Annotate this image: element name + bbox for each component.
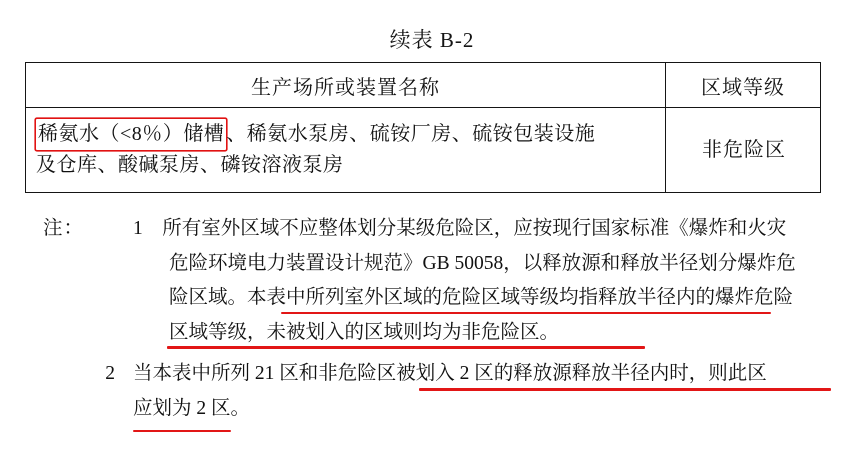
note-1-line-3 bbox=[133, 281, 835, 316]
note-1-text-2: 危险环境电力装置设计规范》GB 50058，以释放源和释放半径划分爆炸危 bbox=[169, 252, 796, 274]
note-2-text-2: 应划为 2 区。 bbox=[133, 397, 251, 419]
note-1-text-1: 所有室外区域不应整体划分某级危险区，应按现行国家标准《爆炸和火灾 bbox=[162, 218, 787, 239]
table-header-row bbox=[26, 63, 821, 108]
notes-label: 注： bbox=[43, 218, 85, 239]
note-2-body bbox=[133, 357, 835, 426]
red-underline-3 bbox=[419, 388, 831, 390]
notes-section bbox=[25, 212, 835, 426]
note-2-line-2 bbox=[133, 392, 835, 427]
note-2-number: 2 bbox=[105, 362, 115, 384]
zone-classification-table bbox=[25, 62, 821, 193]
red-underline-4 bbox=[133, 430, 231, 432]
note-1-line-2 bbox=[133, 247, 835, 282]
table-row bbox=[26, 108, 821, 193]
facility-name-line-1-rest: 、稀氨水泵房、硫铵厂房、硫铵包装设施 bbox=[226, 123, 596, 145]
red-underline-1 bbox=[281, 312, 771, 314]
table-header-zone: 区域等级 bbox=[666, 63, 821, 108]
note-1-number: 1 bbox=[133, 218, 143, 239]
note-1-body bbox=[133, 212, 835, 351]
table-cell-zone-level: 非危险区 bbox=[666, 108, 821, 193]
highlighted-term: 稀氨水（<8％）储槽 bbox=[36, 119, 226, 150]
note-1-line-1 bbox=[133, 212, 835, 247]
facility-name-line-1 bbox=[36, 119, 657, 150]
note-item-2 bbox=[25, 357, 835, 426]
table-cell-facility-name bbox=[26, 108, 666, 193]
note-1-text-4: 区域等级，未被划入的区域则均为非危险区。 bbox=[169, 322, 560, 344]
note-1-line-4 bbox=[133, 316, 835, 351]
note-2-line-1 bbox=[133, 357, 835, 392]
note-1-text-3: 险区域。本表中所列室外区域的危险区域等级均指释放半径内的爆炸危险 bbox=[169, 287, 794, 309]
facility-name-line-2: 及仓库、酸碱泵房、磷铵溶液泵房 bbox=[36, 154, 344, 176]
note-2-text-1: 当本表中所列 21 区和非危险区被划入 2 区的释放源释放半径内时，则此区 bbox=[133, 362, 767, 384]
table-header-name: 生产场所或装置名称 bbox=[26, 63, 666, 108]
red-underline-2 bbox=[167, 346, 645, 348]
note-item-1 bbox=[25, 212, 835, 351]
page-title: 续表 B-2 bbox=[389, 28, 475, 52]
